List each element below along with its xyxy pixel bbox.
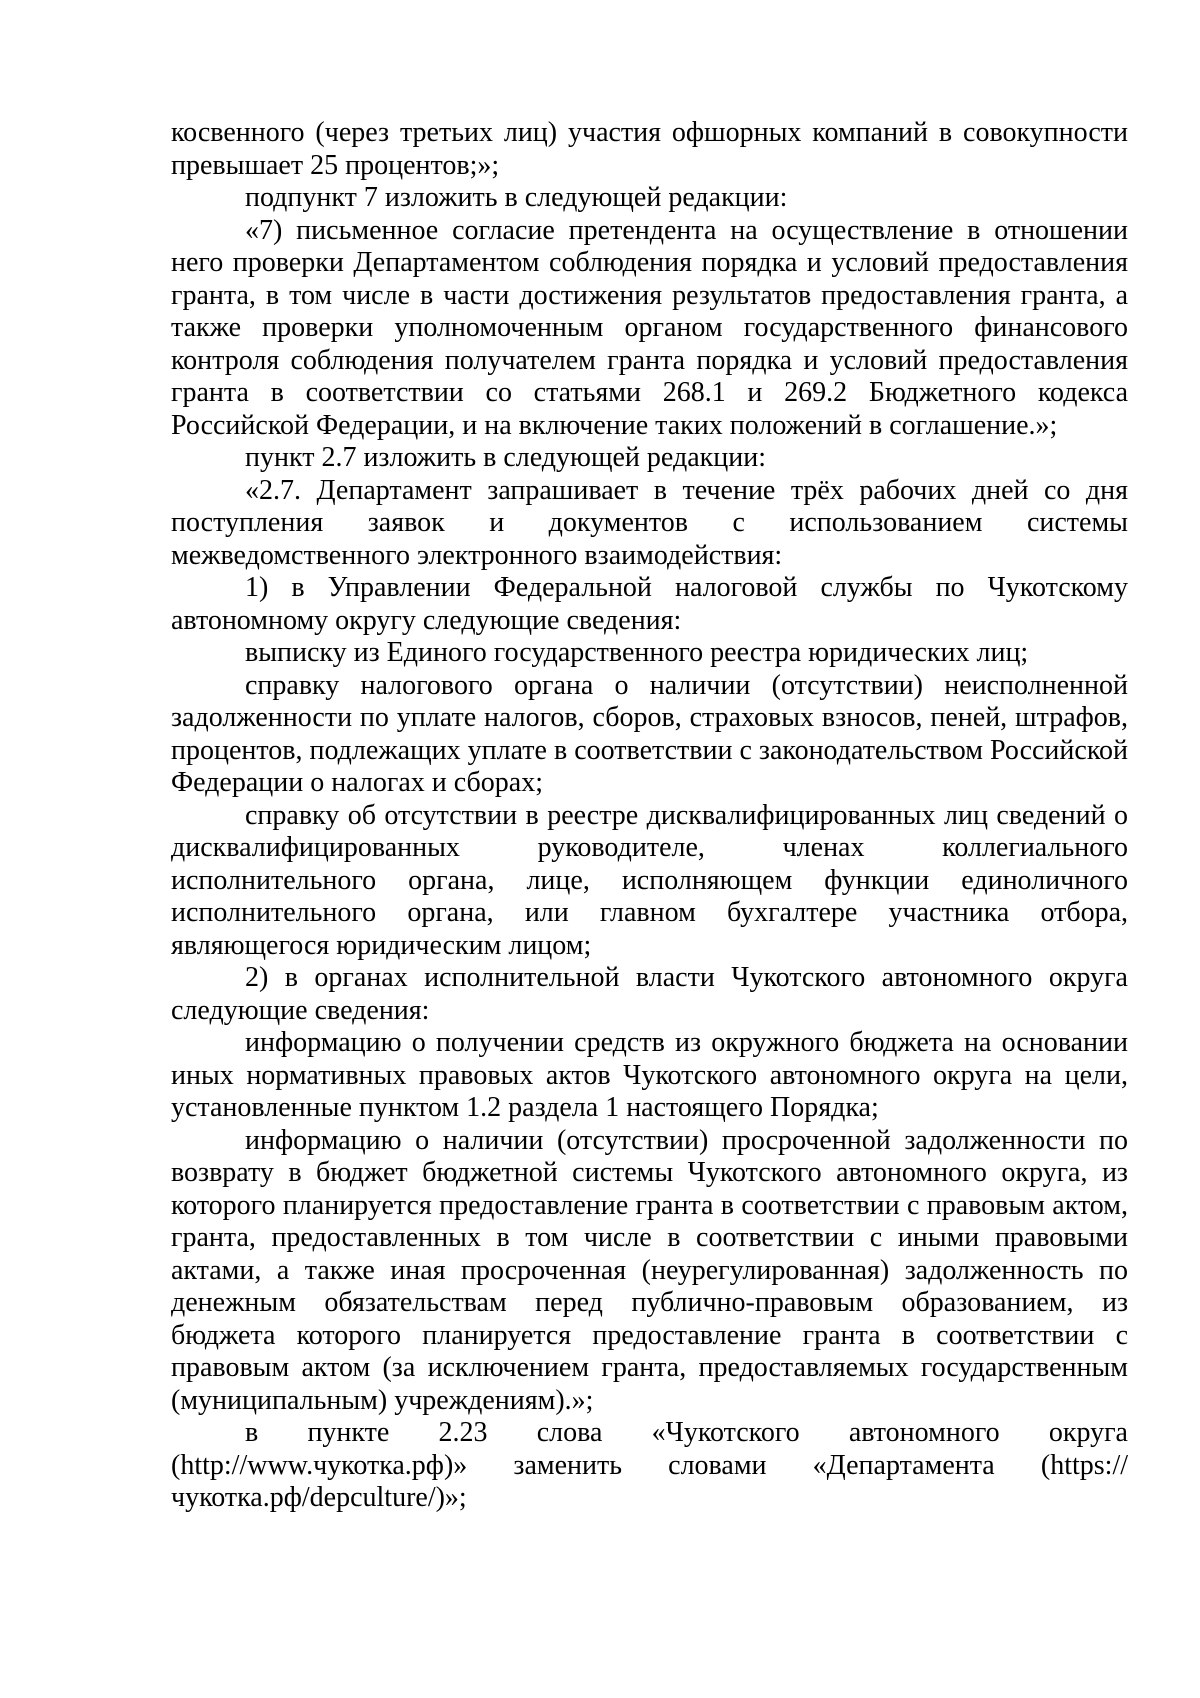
paragraph-offshore-continuation: косвенного (через третьих лиц) участия офшорных компаний в совокупности превышает 25 процентов;»;	[171, 117, 1128, 181]
paragraph-item-2-23: в пункте 2.23 слова «Чукотского автономного округа (http://www.чукотка.рф)» заменить словами «Департамента (https://чукотка.рф/depculture/)»;	[171, 1417, 1128, 1513]
paragraph-disqualified-certificate: справку об отсутствии в реестре дисквалифицированных лиц сведений о дисквалифицированных руководителе, членах коллегиального исполнительного органа, лице, исполняющем функции единоличного исполнительного органа, или главном бухгалтере участника отбора, являющегося юридическим лицом;	[171, 799, 1128, 961]
paragraph-item-2-7-intro: пункт 2.7 изложить в следующей редакции:	[245, 442, 766, 473]
paragraph-registry-extract: выписку из Единого государственного реестра юридических лиц;	[245, 637, 1029, 668]
paragraph-item-2-7-text: «2.7. Департамент запрашивает в течение трёх рабочих дней со дня поступления заявок и документов с использованием системы межведомственного электронного взаимодействия:	[171, 474, 1128, 571]
paragraph-tax-certificate: справку налогового органа о наличии (отсутствии) неисполненной задолженности по уплате налогов, сборов, страховых взносов, пеней, штрафов, процентов, подлежащих уплате в соответствии с законодательством Российской Федерации о налогах и сборах;	[171, 669, 1128, 798]
document-body	[171, 117, 1128, 1515]
paragraph-debt-information: информацию о наличии (отсутствии) просроченной задолженности по возврату в бюджет бюджетной системы Чукотского автономного округа, из которого планируется предоставление гранта в соответствии с правовым актом, гранта, предоставленных в том числе в соответствии с иными правовыми актами, а также иная просроченная (неурегулированная) задолженность по денежным обязательствам перед публично-правовым образованием, из бюджета которого планируется предоставление гранта в соответствии с правовым актом (за исключением гранта, предоставляемых государственным (муниципальным) учреждениям).»;	[171, 1124, 1128, 1416]
paragraph-subitem-7-text: «7) письменное согласие претендента на осуществление в отношении него проверки Департаментом соблюдения порядка и условий предоставления гранта, в том числе в части достижения результатов предоставления гранта, а также проверки уполномоченным органом государственного финансового контроля соблюдения получателем гранта порядка и условий предоставления гранта в соответствии со статьями 268.1 и 269.2 Бюджетного кодекса Российской Федерации, и на включение таких положений в соглашение.»;	[171, 214, 1128, 441]
paragraph-funds-information: информацию о получении средств из окружного бюджета на основании иных нормативных правовых актов Чукотского автономного округа на цели, установленные пунктом 1.2 раздела 1 настоящего Порядка;	[171, 1027, 1128, 1123]
paragraph-subitem-7-intro: подпункт 7 изложить в следующей редакции:	[245, 182, 788, 213]
paragraph-executive-bodies: 2) в органах исполнительной власти Чукотского автономного округа следующие сведения:	[171, 962, 1128, 1026]
paragraph-tax-service: 1) в Управлении Федеральной налоговой службы по Чукотскому автономному округу следующие сведения:	[171, 572, 1128, 636]
